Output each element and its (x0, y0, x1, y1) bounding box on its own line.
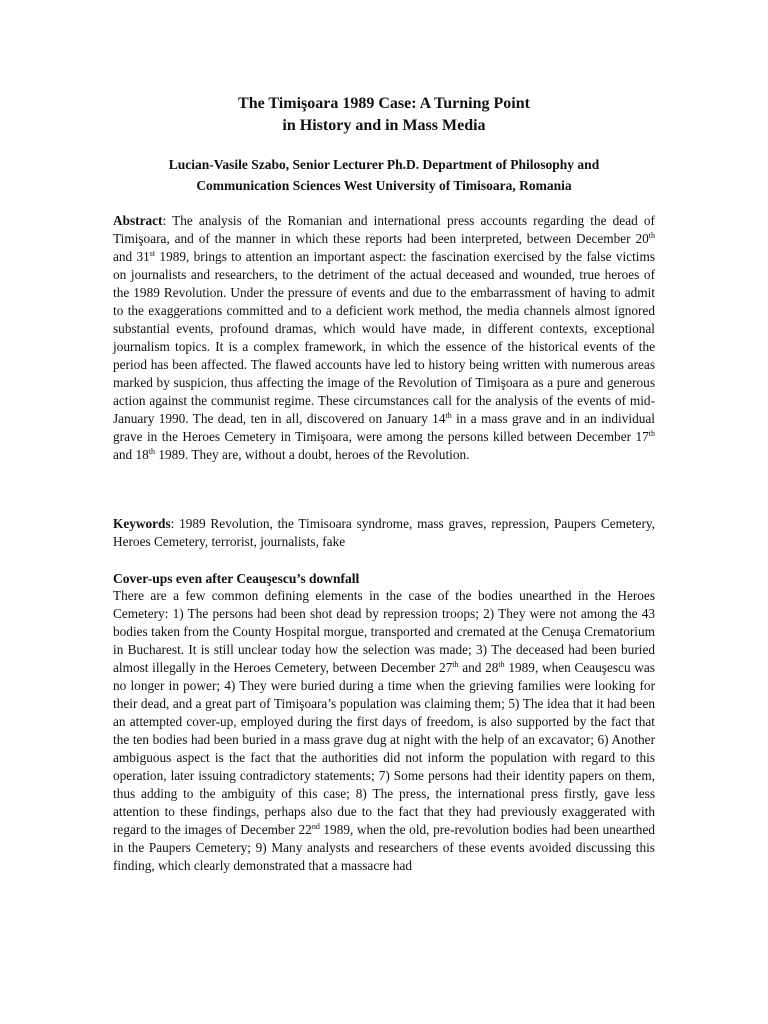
abstract-paragraph (113, 212, 655, 464)
abstract-sup-2: st (149, 249, 156, 258)
abstract-sup-5: th (148, 447, 156, 456)
section-sup-2: th (498, 660, 505, 669)
section-text-4: 1989, when the old, pre-revolution bodies had been unearthed in the Paupers Cemetery; 9) Many analysts and researchers of these events avoided discussing this finding, which clearly demonstrated that a massacre had (113, 822, 655, 873)
title-line-2: in History and in Mass Media (282, 117, 486, 134)
section-heading: Cover-ups even after Ceauşescu’s downfall (113, 571, 360, 586)
abstract-text-2: and 31 (113, 249, 150, 264)
abstract-text-5: and 18 (113, 447, 149, 462)
author-line-2: Communication Sciences West University of Timisoara, Romania (196, 178, 572, 193)
abstract-sup-1: th (648, 231, 655, 240)
abstract-label: Abstract (113, 213, 163, 228)
author-line-1: Lucian-Vasile Szabo, Senior Lecturer Ph.D. Department of Philosophy and (168, 157, 600, 172)
abstract-sup-3: th (445, 411, 452, 420)
section-text-3: 1989, when Ceauşescu was no longer in power; 4) They were buried during a time when the grieving families were looking for their dead, and a great part of Timişoara’s population was claiming them; 5) The idea that it had been an attempted cover-up, employed during the first days of freedom, is also supported by the fact that the ten bodies had been buried in a mass grave dug at night with the help of an excavator; 6) Another ambiguous aspect is the fact that the authorities did not inform the population with regard to this operation, later issuing contradictory statements; 7) Some persons had their identity papers on them, thus adding to the ambiguity of this case; 8) The press, the international press firstly, gave less attention to these findings, perhaps also due to the fact that they had previously exaggerated with regard to the images of December 22 (113, 660, 655, 837)
section-text-1: There are a few common defining elements in the case of the bodies unearthed in the Heroes Cemetery: 1) The persons had been shot dead by repression troops; 2) They were not among the 43 bodies taken from the County Hospital morgue, transported and cremated at the Cenuşa Crematorium in Bucharest. It is still unclear today how the selection was made; 3) The deceased had been buried almost illegally in the Heroes Cemetery, between December 27 (113, 588, 655, 675)
author-affiliation (0, 154, 768, 196)
title-line-1: The Timişoara 1989 Case: A Turning Point (238, 95, 530, 112)
section-sup-3: nd (311, 822, 320, 831)
abstract-text-4: in a mass grave and in an individual grave in the Heroes Cemetery in Timişoara, were among the persons killed between December 17 (113, 411, 655, 444)
section-sup-1: th (452, 660, 459, 669)
abstract-text-1: : The analysis of the Romanian and international press accounts regarding the dead of Timişoara, and of the manner in which these reports had been interpreted, between December 20 (113, 213, 655, 246)
abstract-text-6: 1989. They are, without a doubt, heroes of the Revolution. (155, 447, 470, 462)
section-text-2: and 28 (458, 660, 499, 675)
keywords-label: Keywords (113, 516, 171, 531)
abstract-sup-4: th (648, 429, 655, 438)
keywords-text: : 1989 Revolution, the Timisoara syndrome, mass graves, repression, Paupers Cemetery, Heroes Cemetery, terrorist, journalists, fake (113, 516, 655, 549)
keywords-paragraph (113, 515, 655, 551)
abstract-text-3: 1989, brings to attention an important aspect: the fascination exercised by the false victims on journalists and researchers, to the detriment of the actual deceased and wounded, true heroes of the 1989 Revolution. Under the pressure of events and due to the embarrassment of having to admit to the exaggerations committed and to a deficient work method, the media channels almost ignored substantial events, profound dramas, which would have made, in different contexts, exceptional journalism topics. It is a complex framework, in which the essence of the historical events of the period has been affected. The flawed accounts have led to history being written with numerous areas marked by suspicion, thus affecting the image of the Revolution of Timişoara as a pure and generous action against the communist regime. These circumstances call for the analysis of the events of mid-January 1990. The dead, ten in all, discovered on January 14 (113, 249, 655, 426)
paper-title (0, 93, 768, 137)
section-paragraph (113, 587, 655, 875)
